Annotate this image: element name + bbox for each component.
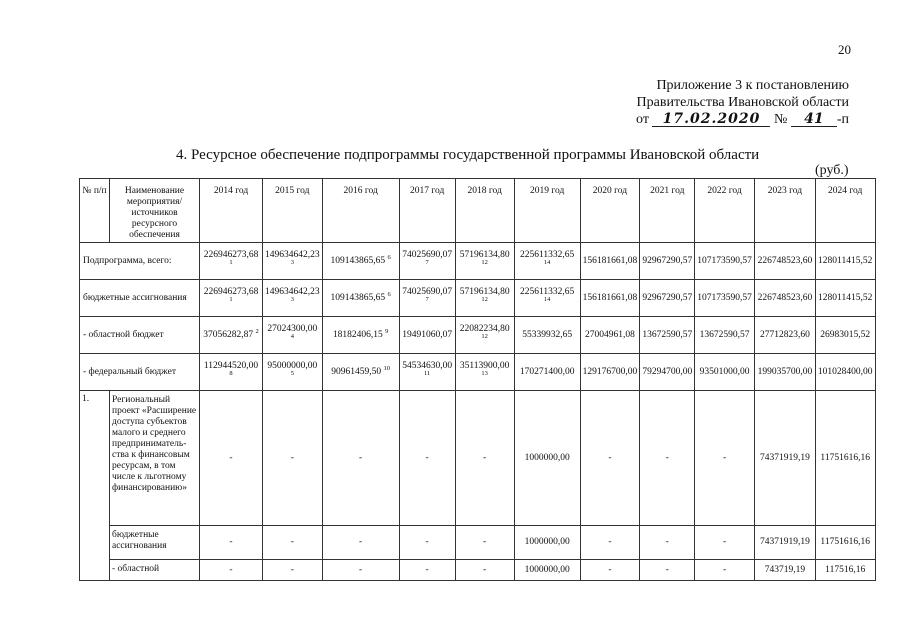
value-cell: - <box>200 560 263 581</box>
header-year: 2014 год <box>200 179 263 243</box>
value-cell <box>514 354 580 391</box>
header-year: 2023 год <box>754 179 815 243</box>
value-text: 19491060,07 <box>402 329 453 340</box>
value-cell: 11751616,16 <box>815 526 875 560</box>
value-text: 90961459,50 <box>331 366 382 377</box>
footnote-marker: 4 <box>290 332 294 340</box>
value-cell: - <box>322 391 399 526</box>
value-cell: - <box>455 391 514 526</box>
value-text: 57196134,80 <box>459 250 510 260</box>
value-cell: - <box>455 560 514 581</box>
value-cell: - <box>695 526 755 560</box>
value-cell <box>200 317 263 354</box>
value-cell <box>514 317 580 354</box>
header-year: 2019 год <box>514 179 580 243</box>
value-text: 156181661,08 <box>582 292 638 303</box>
row-project-regional <box>80 560 876 581</box>
value-text: 92967290,57 <box>642 292 693 303</box>
value-cell: 11751616,16 <box>815 391 875 526</box>
appendix-line-3 <box>636 111 849 128</box>
value-cell: - <box>399 526 455 560</box>
value-cell <box>455 317 514 354</box>
value-cell <box>399 280 455 317</box>
row-subprogram-total <box>80 243 876 280</box>
row-label: Подпрограмма, всего: <box>80 243 200 280</box>
value-cell <box>322 280 399 317</box>
unit-label: (руб.) <box>815 163 849 178</box>
value-cell <box>455 243 514 280</box>
value-text: 95000000,00 <box>267 361 318 371</box>
value-cell <box>640 243 695 280</box>
footnote-marker: 8 <box>229 369 233 377</box>
footnote-marker: 3 <box>290 295 294 303</box>
value-cell <box>695 317 755 354</box>
row-budget-allocations <box>80 280 876 317</box>
resource-table <box>79 178 876 581</box>
header-year: 2015 год <box>263 179 323 243</box>
value-text: 107173590,57 <box>697 292 752 303</box>
page-number: 20 <box>838 42 851 57</box>
footnote-marker: 1 <box>229 295 233 303</box>
value-text: 57196134,80 <box>459 287 510 297</box>
footnote-marker: 10 <box>383 364 390 372</box>
header-row <box>80 179 876 243</box>
footnote-marker: 5 <box>290 369 294 377</box>
value-cell <box>640 280 695 317</box>
footnote-marker: 6 <box>387 253 391 261</box>
value-cell: 117516,16 <box>815 560 875 581</box>
value-cell: - <box>263 560 323 581</box>
value-text: 13672590,57 <box>699 329 750 340</box>
header-year: 2020 год <box>580 179 640 243</box>
footnote-marker: 12 <box>481 258 488 266</box>
footnote-marker: 12 <box>481 332 488 340</box>
value-text: 92967290,57 <box>642 255 693 266</box>
section-heading: 4. Ресурсное обеспечение подпрограммы государственной программы Ивановской области <box>176 147 760 163</box>
value-cell: - <box>200 526 263 560</box>
value-text: 26983015,52 <box>820 329 871 340</box>
value-text: 226748523,60 <box>757 255 813 266</box>
value-text: 27024300,00 <box>267 324 318 334</box>
value-text: 107173590,57 <box>697 255 752 266</box>
value-cell <box>455 354 514 391</box>
value-text: 13672590,57 <box>642 329 693 340</box>
value-text: 18182406,15 <box>332 329 383 340</box>
footnote-marker: 3 <box>290 258 294 266</box>
value-text: 149634642,23 <box>265 287 320 297</box>
value-text: 55339932,65 <box>522 329 573 340</box>
value-text: 129176700,00 <box>582 366 638 377</box>
item-number: 1. <box>80 391 110 581</box>
value-text: 54534630,00 <box>402 361 453 371</box>
footnote-marker: 7 <box>425 295 429 303</box>
decree-number: 41 <box>791 113 837 127</box>
row-label: бюджетные ассигнования <box>80 280 200 317</box>
value-text: 112944520,00 <box>203 361 259 371</box>
value-cell <box>580 280 640 317</box>
row-label: - федеральный бюджет <box>80 354 200 391</box>
footnote-marker: 7 <box>425 258 429 266</box>
footnote-marker: 11 <box>423 369 431 377</box>
value-cell: - <box>580 560 640 581</box>
value-cell: 1000000,00 <box>514 526 580 560</box>
value-text: 109143865,65 <box>330 255 386 266</box>
footnote-marker: 12 <box>481 295 488 303</box>
header-num: № п/п <box>80 179 110 243</box>
row-regional-budget <box>80 317 876 354</box>
value-cell: - <box>640 526 695 560</box>
value-cell <box>695 280 755 317</box>
value-cell <box>580 243 640 280</box>
footnote-marker: 1 <box>229 258 233 266</box>
value-cell <box>754 280 815 317</box>
value-text: 109143865,65 <box>330 292 386 303</box>
header-year: 2024 год <box>815 179 875 243</box>
row-regional-project <box>80 391 876 526</box>
value-text: 199035700,00 <box>757 366 813 377</box>
value-text: 74025690,07 <box>402 250 453 260</box>
value-cell <box>455 280 514 317</box>
value-text: 27712823,60 <box>759 329 810 340</box>
value-cell <box>399 317 455 354</box>
header-name: Наименование мероприятия/источников ресурсного обеспечения <box>110 179 200 243</box>
value-cell: - <box>399 391 455 526</box>
value-cell <box>640 317 695 354</box>
value-text: 128011415,52 <box>818 292 873 303</box>
appendix-header <box>636 77 849 128</box>
value-text: 149634642,23 <box>265 250 320 260</box>
decree-date: 17.02.2020 <box>652 113 770 127</box>
value-cell: - <box>695 391 755 526</box>
footnote-marker: 14 <box>543 258 551 266</box>
value-text: 74025690,07 <box>402 287 453 297</box>
value-cell <box>263 354 323 391</box>
footnote-marker: 9 <box>385 327 389 335</box>
row-project-budget-allocations <box>80 526 876 560</box>
value-cell: 1000000,00 <box>514 560 580 581</box>
appendix-line-1: Приложение 3 к постановлению <box>656 78 849 93</box>
value-cell: 1000000,00 <box>514 391 580 526</box>
value-text: 35113900,00 <box>459 361 510 371</box>
value-cell <box>322 317 399 354</box>
value-text: 226946273,68 <box>203 287 259 297</box>
value-text: 37056282,87 <box>203 329 254 340</box>
value-cell <box>399 354 455 391</box>
value-text: 226748523,60 <box>757 292 813 303</box>
row-label: Региональный проект «Расширение доступа субъектов малого и среднего предприниматель-ства к финансовым ресурсам, в том числе к льготному финансированию» <box>110 391 200 526</box>
value-cell: - <box>695 560 755 581</box>
number-suffix: -п <box>836 112 849 127</box>
value-cell <box>514 243 580 280</box>
value-cell <box>695 243 755 280</box>
value-cell <box>200 354 263 391</box>
value-cell <box>322 354 399 391</box>
value-cell <box>754 317 815 354</box>
value-cell: - <box>399 560 455 581</box>
from-label: от <box>636 112 649 127</box>
value-text: 128011415,52 <box>818 255 873 266</box>
value-text: 225611332,65 <box>519 250 575 260</box>
value-text: 22082234,80 <box>459 324 510 334</box>
value-cell <box>263 317 323 354</box>
header-year: 2016 год <box>322 179 399 243</box>
number-label: № <box>773 112 788 127</box>
value-text: 93501000,00 <box>699 366 750 377</box>
value-cell: - <box>263 526 323 560</box>
value-cell: - <box>455 526 514 560</box>
header-year: 2021 год <box>640 179 695 243</box>
value-cell: - <box>580 526 640 560</box>
value-cell <box>514 280 580 317</box>
value-cell: - <box>322 560 399 581</box>
footnote-marker: 13 <box>481 369 488 377</box>
value-cell: 743719,19 <box>754 560 815 581</box>
value-cell <box>580 354 640 391</box>
value-text: 226946273,68 <box>203 250 259 260</box>
value-text: 79294700,00 <box>642 366 693 377</box>
value-cell <box>580 317 640 354</box>
value-cell: - <box>322 526 399 560</box>
value-cell <box>815 243 875 280</box>
row-label: - областной бюджет <box>80 317 200 354</box>
value-cell <box>200 243 263 280</box>
header-year: 2017 год <box>399 179 455 243</box>
header-year: 2018 год <box>455 179 514 243</box>
footnote-marker: 14 <box>543 295 551 303</box>
value-cell <box>263 280 323 317</box>
row-label: бюджетные ассигнования <box>110 526 200 560</box>
value-cell: 74371919,19 <box>754 526 815 560</box>
value-cell: - <box>580 391 640 526</box>
footnote-marker: 6 <box>387 290 391 298</box>
value-cell <box>695 354 755 391</box>
value-cell <box>754 354 815 391</box>
value-cell <box>399 243 455 280</box>
value-cell <box>815 317 875 354</box>
value-cell <box>640 354 695 391</box>
value-cell <box>263 243 323 280</box>
row-federal-budget <box>80 354 876 391</box>
footnote-marker: 2 <box>255 327 259 335</box>
appendix-line-2: Правительства Ивановской области <box>636 95 849 110</box>
value-cell: - <box>200 391 263 526</box>
value-text: 225611332,65 <box>519 287 575 297</box>
value-cell: 74371919,19 <box>754 391 815 526</box>
value-text: 101028400,00 <box>817 366 873 377</box>
value-cell <box>815 354 875 391</box>
value-cell: - <box>263 391 323 526</box>
row-label: - областной <box>110 560 200 581</box>
value-text: 27004961,08 <box>585 329 635 340</box>
value-text: 156181661,08 <box>582 255 638 266</box>
value-cell: - <box>640 560 695 581</box>
value-cell <box>200 280 263 317</box>
value-cell: - <box>640 391 695 526</box>
value-cell <box>754 243 815 280</box>
value-text: 170271400,00 <box>519 366 575 377</box>
header-year: 2022 год <box>695 179 755 243</box>
value-cell <box>322 243 399 280</box>
value-cell <box>815 280 875 317</box>
